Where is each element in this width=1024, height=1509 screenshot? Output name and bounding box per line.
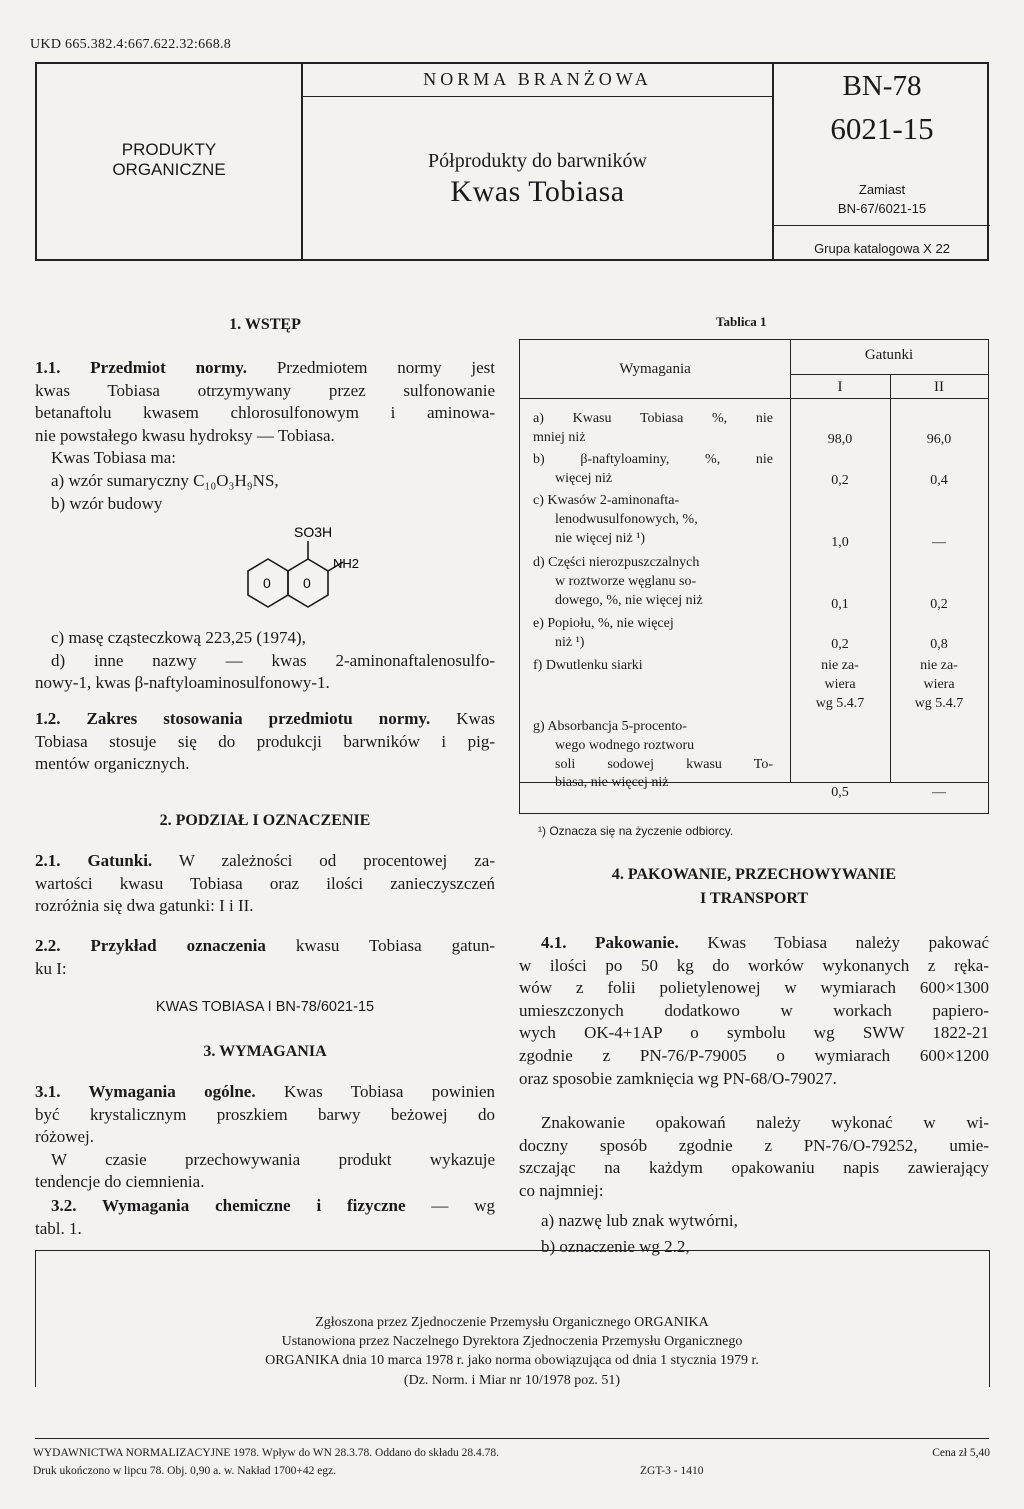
paragraph-line: Tobiasa stosuje się do produkcji barwników i pig-: [35, 731, 495, 751]
grade-ii-value: 96,0: [926, 432, 952, 447]
footer-rule: [989, 1250, 990, 1387]
marking-paragraph: [519, 1112, 989, 1259]
section-title: 1. WSTĘP: [229, 316, 301, 333]
product-category-line: PRODUKTY: [121, 140, 217, 159]
table-row: [533, 492, 773, 548]
price: Cena zł 5,40: [932, 1447, 990, 1459]
section-title: 3. WYMAGANIA: [203, 1043, 327, 1060]
structural-formula: [240, 516, 360, 628]
header-box: [35, 62, 989, 261]
paragraph-line: zgodnie z PN-76/P-79005 o wymiarach 600×1200: [519, 1045, 989, 1065]
cell-line: nie za-: [920, 658, 958, 673]
cell-line: wg 5.4.7: [815, 695, 865, 711]
section-title: 4. PAKOWANIE, PRZECHOWYWANIE: [611, 866, 897, 883]
table-rule: [520, 398, 988, 399]
cell-line: b) β-naftyloaminy, %, nie: [533, 452, 773, 467]
header-divider: [772, 225, 990, 226]
norm-number: 6021-15: [830, 111, 934, 146]
paragraph-line: W czasie przechowywania produkt wykazuje: [51, 1149, 495, 1169]
section-1-1: [35, 357, 495, 515]
list-item: d) inne nazwy — kwas 2-aminonaftalenosulfo-: [51, 650, 495, 670]
norm-number-prefix: BN-78: [842, 70, 922, 102]
cell-line: g) Absorbancja 5-procento-: [533, 719, 687, 734]
paragraph-line: wów z folii polietylenowej w wymiarach 600×1300: [519, 978, 989, 998]
table-row: [533, 554, 783, 610]
norm-title: Kwas Tobiasa: [450, 175, 625, 208]
table-row: [533, 657, 773, 676]
cell-line: wg 5.4.7: [914, 695, 964, 711]
grade-ii-value: —: [932, 785, 946, 800]
paragraph-line: umieszczonych dodatkowo w workach papiero-: [519, 1000, 989, 1020]
subsection-heading: 1.2. Zakres stosowania przedmiotu normy.: [35, 709, 431, 728]
table-row: [533, 615, 773, 653]
formula-label: 0: [303, 575, 311, 591]
section-title: 2. PODZIAŁ I OZNACZENIE: [159, 812, 371, 829]
udk-classification: UKD 665.382.4:667.622.32:668.8: [30, 37, 232, 52]
norm-type: NORMA BRANŻOWA: [423, 69, 652, 89]
grade-ii-value: —: [932, 535, 946, 550]
cell-line: f) Dwutlenku siarki: [533, 658, 643, 673]
list-item: b) oznaczenie wg 2.2,: [541, 1236, 690, 1256]
list-item: a) wzór sumaryczny C₁₀O₃H₉NS,: [51, 470, 279, 490]
paragraph-line: ku I:: [35, 958, 67, 978]
footer-line: Zgłoszona przez Zjednoczenie Przemysłu Organicznego ORGANIKA: [315, 1315, 709, 1330]
list-item: a) nazwę lub znak wytwórni,: [541, 1211, 738, 1231]
cell-line: wiera: [824, 676, 856, 692]
table-row: [533, 718, 773, 793]
subsection-heading: 1.1. Przedmiot normy.: [35, 358, 248, 377]
formula-label: SO3H: [294, 524, 333, 540]
cell-line: mniej niż: [533, 429, 586, 445]
paragraph-line: betanaftolu kwasem chlorosulfonowym i aminowa-: [35, 403, 495, 423]
footer-line: ORGANIKA dnia 10 marca 1978 r. jako norma obowiązująca od dnia 1 stycznia 1979 r.: [265, 1353, 759, 1368]
footer-rule: [35, 1438, 989, 1439]
section-1-1-cont: [35, 627, 495, 695]
replaces-label: Zamiast: [858, 182, 906, 197]
column-header: I: [837, 379, 843, 395]
designation-example: KWAS TOBIASA I BN-78/6021-15: [155, 999, 375, 1015]
section-3-2: [35, 1195, 495, 1240]
formula-label: NH2: [333, 556, 360, 571]
cell-line: lenodwusulfonowych, %,: [555, 511, 698, 527]
cell-line: wego wodnego roztworu: [555, 737, 695, 753]
paragraph-line: Przedmiotem normy jest: [276, 358, 496, 377]
footer-line: Ustanowiona przez Naczelnego Dyrektora Zjednoczenia Przemysłu Organicznego: [281, 1334, 743, 1349]
cell-line: więcej niż: [555, 470, 613, 486]
section-4-1: [519, 932, 989, 1090]
table-row: [533, 451, 773, 489]
paragraph-line: co najmniej:: [519, 1180, 604, 1200]
section-2-2: [35, 935, 495, 980]
paragraph-line: doczny sposób zgodnie z PN-76/O-79252, umie-: [519, 1135, 989, 1155]
cell-line: soli sodowej kwasu To-: [555, 756, 773, 772]
paragraph-line: Kwas Tobiasa ma:: [51, 448, 177, 468]
grade-ii-value: 0,2: [930, 597, 948, 612]
grade-i-value: 0,5: [831, 785, 849, 800]
cell-line: c) Kwasów 2-aminonafta-: [533, 493, 680, 508]
grade-i-value: [790, 657, 890, 713]
paragraph-line: W zależności od procentowej za-: [178, 851, 495, 870]
grade-i-value: 0,2: [831, 637, 849, 652]
list-item: b) wzór budowy: [51, 493, 163, 513]
cell-line: nie więcej niż ¹): [555, 530, 646, 546]
grade-ii-value: 0,4: [930, 473, 948, 488]
cell-line: e) Popiołu, %, nie więcej: [533, 616, 674, 631]
paragraph-line: Znakowanie opakowań należy wykonać w wi-: [541, 1113, 989, 1132]
footer-rule: [35, 1250, 989, 1251]
paragraph-line: wartości kwasu Tobiasa oraz ilości zanieczyszczeń: [35, 873, 495, 893]
section-1-2: [35, 708, 495, 776]
product-category: [37, 140, 301, 180]
table-title: Tablica 1: [716, 314, 767, 329]
cell-line: w roztworze węglanu so-: [555, 573, 697, 589]
paragraph-line: Kwas Tobiasa powinien: [283, 1082, 496, 1101]
catalog-group: Grupa katalogowa X 22: [814, 241, 950, 256]
paragraph-line: oraz sposobie zamknięcia wg PN-68/O-79027.: [519, 1068, 837, 1088]
cell-line: wiera: [923, 676, 955, 692]
cell-line: dowego, %, nie więcej niż: [555, 592, 703, 608]
paragraph-line: kwasu Tobiasa gatun-: [295, 936, 496, 955]
paragraph-line: wych OK-4+1AP o symbolu wg SWW 1822-21: [519, 1023, 989, 1043]
product-category-line: ORGANICZNE: [112, 160, 226, 179]
requirements-table: [519, 339, 989, 838]
grade-i-value: 0,1: [831, 597, 849, 612]
paragraph-line: nie powstałego kwasu hydroksy — Tobiasa.: [35, 425, 335, 445]
paragraph-line: mentów organicznych.: [35, 754, 190, 774]
grade-ii-value: [890, 657, 988, 713]
subsection-heading: 3.1. Wymagania ogólne.: [35, 1082, 256, 1101]
paragraph-line: różowej.: [35, 1127, 95, 1147]
grade-i-value: 0,2: [831, 473, 849, 488]
paragraph-line: Kwas Tobiasa należy pakować: [707, 933, 990, 952]
table-footnote: ¹) Oznacza się na życzenie odbiorcy.: [538, 824, 734, 838]
column-header: II: [934, 379, 944, 395]
paragraph-line: tabl. 1.: [35, 1218, 82, 1238]
paragraph-line: rozróżnia się dwa gatunki: I i II.: [35, 896, 254, 916]
grade-i-value: 1,0: [831, 535, 849, 550]
paragraph-line: tendencje do ciemnienia.: [35, 1172, 205, 1192]
cell-line: a) Kwasu Tobiasa %, nie: [533, 411, 773, 426]
cell-line: niż ¹): [555, 634, 585, 650]
list-item: nowy-1, kwas β-naftyloaminosulfonowy-1.: [35, 673, 330, 693]
footer-line: (Dz. Norm. i Miar nr 10/1978 poz. 51): [403, 1373, 621, 1388]
grade-ii-value: 0,8: [930, 637, 948, 652]
norm-subtitle: Półprodukty do barwników: [428, 150, 647, 172]
cell-line: d) Części nierozpuszczalnych: [533, 555, 700, 570]
paragraph-line: szczając na każdym opakowaniu napis zawierający: [519, 1158, 989, 1178]
grade-i-value: 98,0: [827, 432, 853, 447]
subsection-heading: 2.2. Przykład oznaczenia: [35, 936, 266, 955]
paragraph-line: — wg: [431, 1196, 495, 1215]
cell-line: nie za-: [821, 658, 859, 673]
print-code: ZGT-3 - 1410: [640, 1465, 704, 1477]
print-info: Druk ukończono w lipcu 78. Obj. 0,90 a. w. Nakład 1700+42 egz.: [33, 1465, 337, 1477]
subsection-heading: 4.1. Pakowanie.: [541, 933, 679, 952]
paragraph-line: kwas Tobiasa otrzymywany przez sulfonowanie: [35, 380, 495, 400]
table-rule: [790, 374, 988, 375]
paragraph-line: Kwas: [456, 709, 495, 728]
publisher-info: WYDAWNICTWA NORMALIZACYJNE 1978. Wpływ do WN 28.3.78. Oddano do składu 28.4.78.: [33, 1447, 499, 1459]
column-header: Gatunki: [864, 347, 914, 363]
formula-label: 0: [263, 575, 271, 591]
subsection-heading: 3.2. Wymagania chemiczne i fizyczne: [51, 1196, 406, 1215]
cell-line: biasa, nie więcej niż: [555, 775, 669, 791]
paragraph-line: być krystalicznym proszkiem barwy beżowej do: [35, 1104, 495, 1124]
list-item: c) masę cząsteczkową 223,25 (1974),: [51, 628, 306, 647]
paragraph-line: w ilości po 50 kg do worków wykonanych z ręka-: [519, 955, 989, 975]
subsection-heading: 2.1. Gatunki.: [35, 851, 153, 870]
section-2-1: [35, 850, 495, 918]
section-title: I TRANSPORT: [699, 890, 809, 907]
table-row: [533, 410, 773, 448]
column-header: Wymagania: [619, 361, 691, 377]
replaces-value: BN-67/6021-15: [837, 201, 927, 216]
header-divider: [301, 96, 772, 97]
section-3-1: [35, 1081, 495, 1194]
